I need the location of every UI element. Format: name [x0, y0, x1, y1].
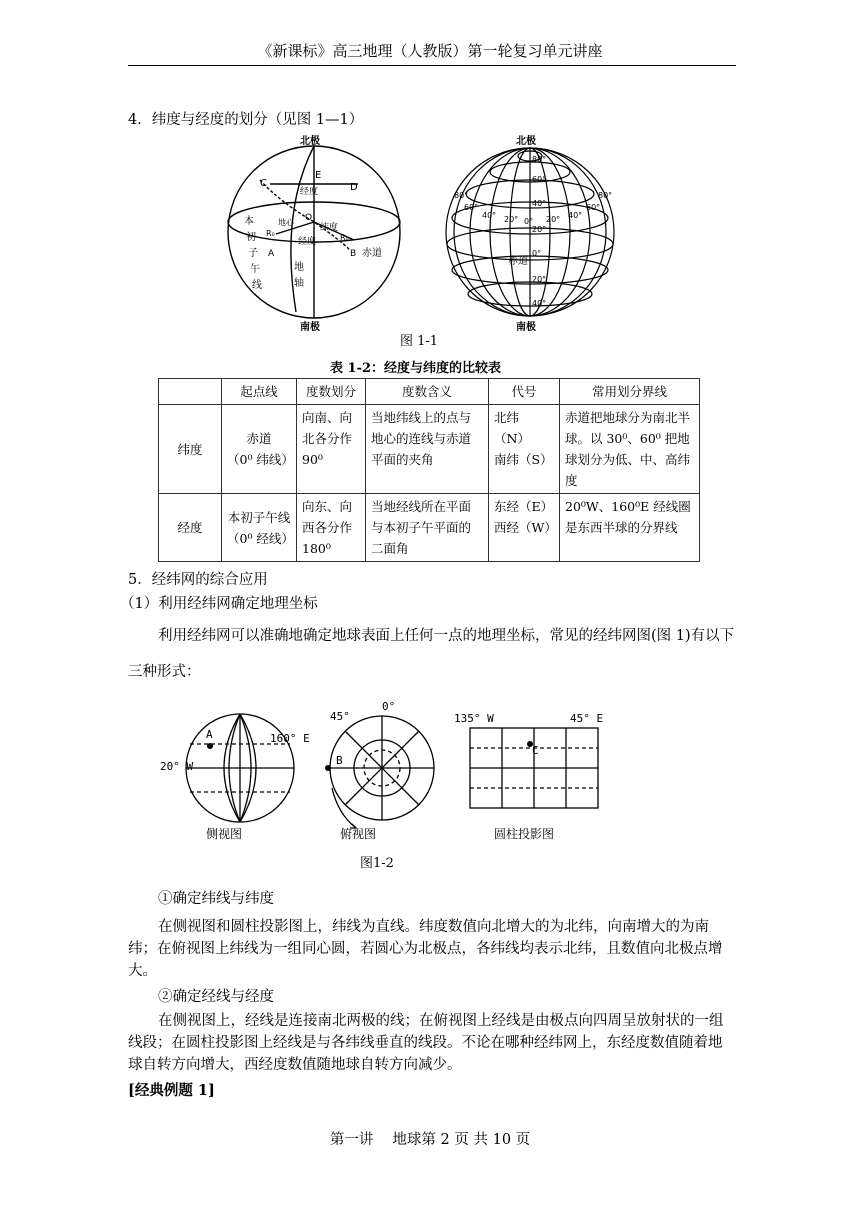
svg-text:子: 子 [248, 248, 258, 259]
svg-text:轴: 轴 [294, 278, 304, 289]
table-row: 经度 本初子午线 （0⁰ 经线） 向东、向西各分作 180⁰ 当地经线所在平面与本初子午平面的二面角 东经（E） 西经（W） 20⁰W、160⁰E 经线圈是东西半球的分界线 [159, 494, 700, 562]
svg-text:经度: 经度 [300, 187, 319, 197]
example-title: [经典例题 1] [128, 1082, 215, 1099]
sub-1-title: （1）利用经纬网确定地理坐标 [120, 596, 318, 612]
svg-text:80°: 80° [454, 191, 469, 200]
south-pole-label: 南极 [300, 322, 320, 333]
svg-text:40°: 40° [482, 211, 497, 220]
svg-text:地: 地 [294, 262, 304, 273]
comparison-table [158, 378, 700, 562]
figure-1-2 [160, 700, 630, 858]
svg-text:南极: 南极 [516, 322, 536, 333]
svg-text:20°: 20° [504, 215, 519, 224]
svg-text:45°: 45° [330, 710, 350, 723]
north-pole-label: 北极 [300, 136, 320, 147]
svg-text:80°: 80° [598, 191, 613, 200]
svg-text:A: A [268, 249, 275, 259]
svg-text:40°: 40° [568, 211, 583, 220]
section-5-title: 5．经纬网的综合应用 [128, 572, 268, 588]
svg-text:圆柱投影图: 圆柱投影图 [494, 827, 555, 841]
svg-text:160° E: 160° E [270, 732, 310, 745]
svg-text:赤道: 赤道 [362, 248, 382, 259]
svg-text:0°: 0° [532, 249, 542, 258]
svg-text:午: 午 [250, 264, 260, 275]
svg-text:侧视图: 侧视图 [206, 827, 243, 841]
svg-text:A: A [206, 728, 213, 741]
svg-text:20°: 20° [532, 275, 547, 284]
svg-text:赤道: 赤道 [508, 256, 528, 267]
svg-text:60°: 60° [532, 175, 547, 184]
figure-1-1 [220, 132, 640, 332]
table-caption: 表 1-2：经度与纬度的比较表 [330, 361, 502, 376]
figure-1-2-caption: 图1-2 [360, 856, 394, 871]
svg-text:B: B [350, 249, 357, 259]
svg-text:135° W: 135° W [454, 712, 494, 725]
svg-text:0°: 0° [382, 700, 396, 713]
item-1-text: 在侧视图和圆柱投影图上，纬线为直线。纬度数值向北增大的为北纬，向南增大的为南纬；在俯视图上纬线为一组同心圆，若圆心为北极点，各纬线均表示北纬，且数值向北极点增大。 [128, 919, 723, 979]
svg-text:线: 线 [252, 280, 262, 291]
item-2-text: 在侧视图上，经线是连接南北两极的线；在俯视图上经线是由极点向四周呈放射状的一组线段；在圆柱投影图上经线是与各纬线垂直的线段。不论在哪种经纬网上，东经度数值随着地球自转方向增大，西经度数值随地球自转方向减少。 [128, 1013, 724, 1073]
svg-text:俯视图: 俯视图 [340, 827, 377, 841]
svg-text:80°: 80° [532, 155, 547, 164]
svg-text:40°: 40° [532, 199, 547, 208]
svg-text:C: C [532, 744, 539, 757]
svg-text:经度: 经度 [298, 237, 317, 247]
header-rule [128, 65, 736, 66]
item-2-title: ②确定经线与经度 [158, 989, 274, 1005]
globe-diagrams [220, 132, 640, 332]
svg-text:20°: 20° [532, 225, 547, 234]
svg-text:0°: 0° [524, 217, 534, 226]
svg-text:60°: 60° [586, 203, 601, 212]
svg-text:初: 初 [246, 232, 256, 243]
svg-text:本: 本 [244, 216, 254, 227]
svg-text:北极: 北极 [516, 136, 536, 147]
svg-text:R₀: R₀ [340, 233, 349, 242]
section-4-title: 4．纬度与经度的划分（见图 1—1） [128, 112, 364, 128]
paragraph-1: 利用经纬网可以准确地确定地球表面上任何一点的地理坐标，常见的经纬网图(图 1)有以下三种形式： [128, 628, 735, 680]
item-1-title: ①确定纬线与纬度 [158, 891, 274, 907]
page-header: 《新课标》高三地理（人教版）第一轮复习单元讲座 [257, 42, 603, 60]
svg-text:D: D [350, 182, 358, 193]
svg-text:45° E: 45° E [570, 712, 604, 725]
svg-text:60°: 60° [464, 203, 479, 212]
svg-text:O: O [305, 213, 313, 223]
svg-text:地心: 地心 [278, 218, 294, 227]
svg-text:40°: 40° [532, 299, 547, 308]
svg-text:纬度: 纬度 [320, 223, 339, 233]
svg-text:20° W: 20° W [160, 760, 194, 773]
svg-text:B: B [336, 754, 343, 767]
svg-text:E: E [315, 170, 322, 181]
page-footer: 第一讲 地球第 2 页 共 10 页 [329, 1132, 531, 1148]
table-header-row: 起点线 度数划分 度数含义 代号 常用划分界线 [159, 379, 700, 405]
svg-text:20°: 20° [546, 215, 561, 224]
figure-1-1-caption: 图 1-1 [400, 334, 439, 349]
svg-text:C: C [260, 178, 267, 189]
table-row: 纬度 赤道 （0⁰ 纬线） 向南、向北各分作 90⁰ 当地纬线上的点与地心的连线与赤道平面的夹角 北纬（N） 南纬（S） 赤道把地球分为南北半球。以 30⁰、60⁰ 把地球划分为低、中、高纬度 [159, 405, 700, 494]
svg-text:R₀: R₀ [266, 229, 275, 238]
